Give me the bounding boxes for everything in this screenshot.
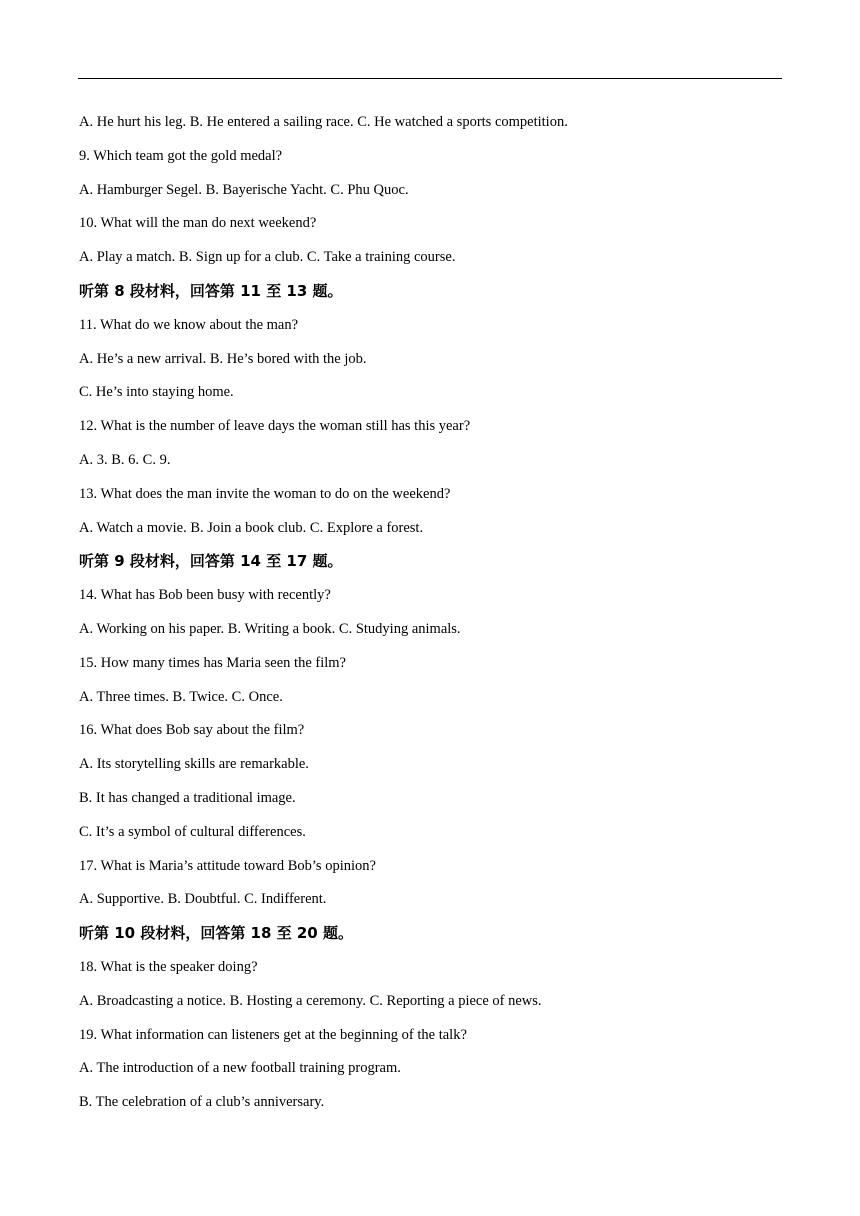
option-line: A. Watch a movie. B. Join a book club. C. Explore a forest. — [79, 519, 424, 536]
question-line: 15. How many times has Maria seen the film? — [79, 654, 346, 671]
header-rule — [78, 78, 782, 79]
question-line: 11. What do we know about the man? — [79, 316, 299, 333]
option-line: A. Play a match. B. Sign up for a club. C. Take a training course. — [79, 249, 456, 266]
option-line: A. Broadcasting a notice. B. Hosting a ceremony. C. Reporting a piece of news. — [79, 992, 542, 1009]
option-line: A. Three times. B. Twice. C. Once. — [79, 688, 283, 705]
option-line: B. The celebration of a club’s anniversary. — [79, 1094, 325, 1111]
section-heading: 听第 8 段材料，回答第 11 至 13 题。 — [79, 281, 343, 300]
option-line: A. Supportive. B. Doubtful. C. Indifferent. — [79, 891, 327, 908]
option-line: A. Working on his paper. B. Writing a book. C. Studying animals. — [79, 620, 461, 637]
option-line: A. The introduction of a new football training program. — [79, 1060, 401, 1077]
option-line: A. Its storytelling skills are remarkable. — [79, 756, 309, 773]
question-line: 17. What is Maria’s attitude toward Bob’s opinion? — [79, 857, 376, 874]
question-line: 19. What information can listeners get at the beginning of the talk? — [79, 1026, 467, 1043]
section-heading: 听第 9 段材料，回答第 14 至 17 题。 — [79, 552, 343, 571]
question-line: 9. Which team got the gold medal? — [79, 147, 283, 164]
question-line: 10. What will the man do next weekend? — [79, 215, 317, 232]
option-line: A. Hamburger Segel. B. Bayerische Yacht. C. Phu Quoc. — [79, 181, 409, 198]
option-line: C. It’s a symbol of cultural differences. — [79, 823, 306, 840]
question-line: 13. What does the man invite the woman to do on the weekend? — [79, 485, 451, 502]
option-line: A. He’s a new arrival. B. He’s bored with the job. — [79, 350, 367, 367]
question-line: 18. What is the speaker doing? — [79, 958, 258, 975]
option-line: A. He hurt his leg. B. He entered a sailing race. C. He watched a sports competition. — [79, 114, 568, 130]
section-heading: 听第 10 段材料，回答第 18 至 20 题。 — [79, 924, 353, 943]
question-line: 14. What has Bob been busy with recently? — [79, 587, 331, 604]
option-line: A. 3. B. 6. C. 9. — [79, 451, 171, 468]
option-line: B. It has changed a traditional image. — [79, 789, 296, 806]
option-line: C. He’s into staying home. — [79, 384, 234, 401]
question-line: 16. What does Bob say about the film? — [79, 722, 305, 739]
document-body — [79, 110, 783, 1124]
question-line: 12. What is the number of leave days the woman still has this year? — [79, 418, 471, 435]
